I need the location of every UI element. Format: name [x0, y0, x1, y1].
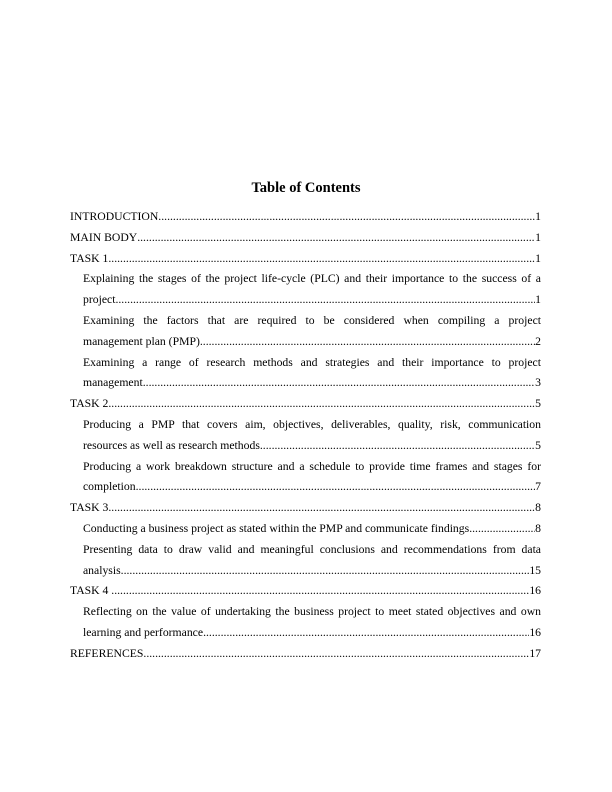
toc-entry-text: MAIN BODY: [70, 230, 138, 244]
toc-entry-references[interactable]: [70, 644, 541, 665]
dot-leader: [260, 436, 535, 457]
toc-page-number: 16: [529, 584, 541, 598]
toc-entry-presenting-data[interactable]: [70, 540, 541, 582]
dot-leader: [111, 581, 529, 602]
toc-entry-text: TASK 1: [70, 251, 109, 265]
dot-leader: [137, 228, 535, 249]
toc-page-number: 8: [535, 521, 541, 535]
toc-entry-main-body[interactable]: [70, 228, 541, 249]
toc-entry-reflecting[interactable]: [70, 602, 541, 644]
toc-entry-plc-stages[interactable]: [70, 269, 541, 311]
toc-entry-text-line: Examining a range of research methods and strategies and their importance to project: [83, 355, 541, 369]
toc-entry-text: management plan (PMP): [83, 334, 200, 348]
dot-leader: [203, 623, 529, 644]
toc-entry-introduction[interactable]: [70, 207, 541, 228]
toc-entry-text-line: Reflecting on the value of undertaking the business project to meet stated objectives and own: [83, 605, 541, 619]
toc-entry-text: learning and performance: [83, 625, 204, 639]
toc-entry-text: completion: [83, 480, 136, 494]
toc-entry-text-line: Examining the factors that are required to be considered when compiling a project: [83, 313, 541, 327]
toc-page-number: 1: [535, 293, 541, 307]
toc-entry-text-line: Producing a PMP that covers aim, objectives, deliverables, quality, risk, communication: [83, 417, 541, 431]
table-of-contents: [70, 207, 541, 665]
toc-entry-text: TASK 2: [70, 397, 109, 411]
toc-page-number: 5: [535, 438, 541, 452]
dot-leader: [115, 290, 535, 311]
toc-entry-text-line: Producing a work breakdown structure and a schedule to provide time frames and stages for: [83, 459, 541, 473]
toc-page-number: 2: [535, 334, 541, 348]
toc-page-number: 7: [535, 480, 541, 494]
dot-leader: [200, 332, 535, 353]
toc-entry-text: analysis: [83, 563, 121, 577]
dot-leader: [121, 561, 530, 582]
toc-entry-wbs-schedule[interactable]: [70, 457, 541, 499]
toc-entry-text: management: [83, 376, 143, 390]
dot-leader: [143, 644, 529, 665]
dot-leader: [108, 394, 535, 415]
toc-entry-task-3[interactable]: [70, 498, 541, 519]
toc-entry-task-2[interactable]: [70, 394, 541, 415]
toc-page-number: 16: [529, 625, 541, 639]
toc-page-number: 1: [535, 251, 541, 265]
toc-entry-text: TASK 3: [70, 501, 109, 515]
toc-entry-task-1[interactable]: [70, 249, 541, 270]
toc-page-number: 15: [529, 563, 541, 577]
dot-leader: [143, 373, 535, 394]
toc-entry-conducting-project[interactable]: [70, 519, 541, 540]
toc-entry-text-line: Explaining the stages of the project life-cycle (PLC) and their importance to the success of a: [83, 272, 541, 286]
toc-entry-research-methods[interactable]: [70, 353, 541, 395]
toc-entry-text-line: Presenting data to draw valid and meaningful conclusions and recommendations from data: [83, 542, 541, 556]
toc-entry-text: TASK 4: [70, 584, 112, 598]
toc-page-number: 1: [535, 210, 541, 223]
toc-entry-text: project: [83, 293, 116, 307]
toc-page-number: 8: [535, 501, 541, 515]
toc-page-number: 5: [535, 397, 541, 411]
dot-leader: [108, 498, 535, 519]
toc-page-number: 3: [535, 376, 541, 390]
toc-page-number: 1: [535, 230, 541, 244]
toc-entry-task-4[interactable]: [70, 581, 541, 602]
toc-entry-pmp-factors[interactable]: [70, 311, 541, 353]
toc-entry-text: resources as well as research methods: [83, 438, 260, 452]
toc-title: Table of Contents: [251, 180, 361, 196]
dot-leader: [158, 207, 535, 228]
toc-entry-text: REFERENCES: [70, 646, 144, 660]
dot-leader: [108, 249, 535, 270]
toc-entry-text: Conducting a business project as stated within the PMP and communicate findings: [83, 521, 470, 535]
dot-leader: [469, 519, 535, 540]
toc-entry-text: INTRODUCTION: [70, 210, 159, 223]
toc-page-number: 17: [529, 646, 541, 660]
toc-entry-producing-pmp[interactable]: [70, 415, 541, 457]
dot-leader: [136, 477, 536, 498]
